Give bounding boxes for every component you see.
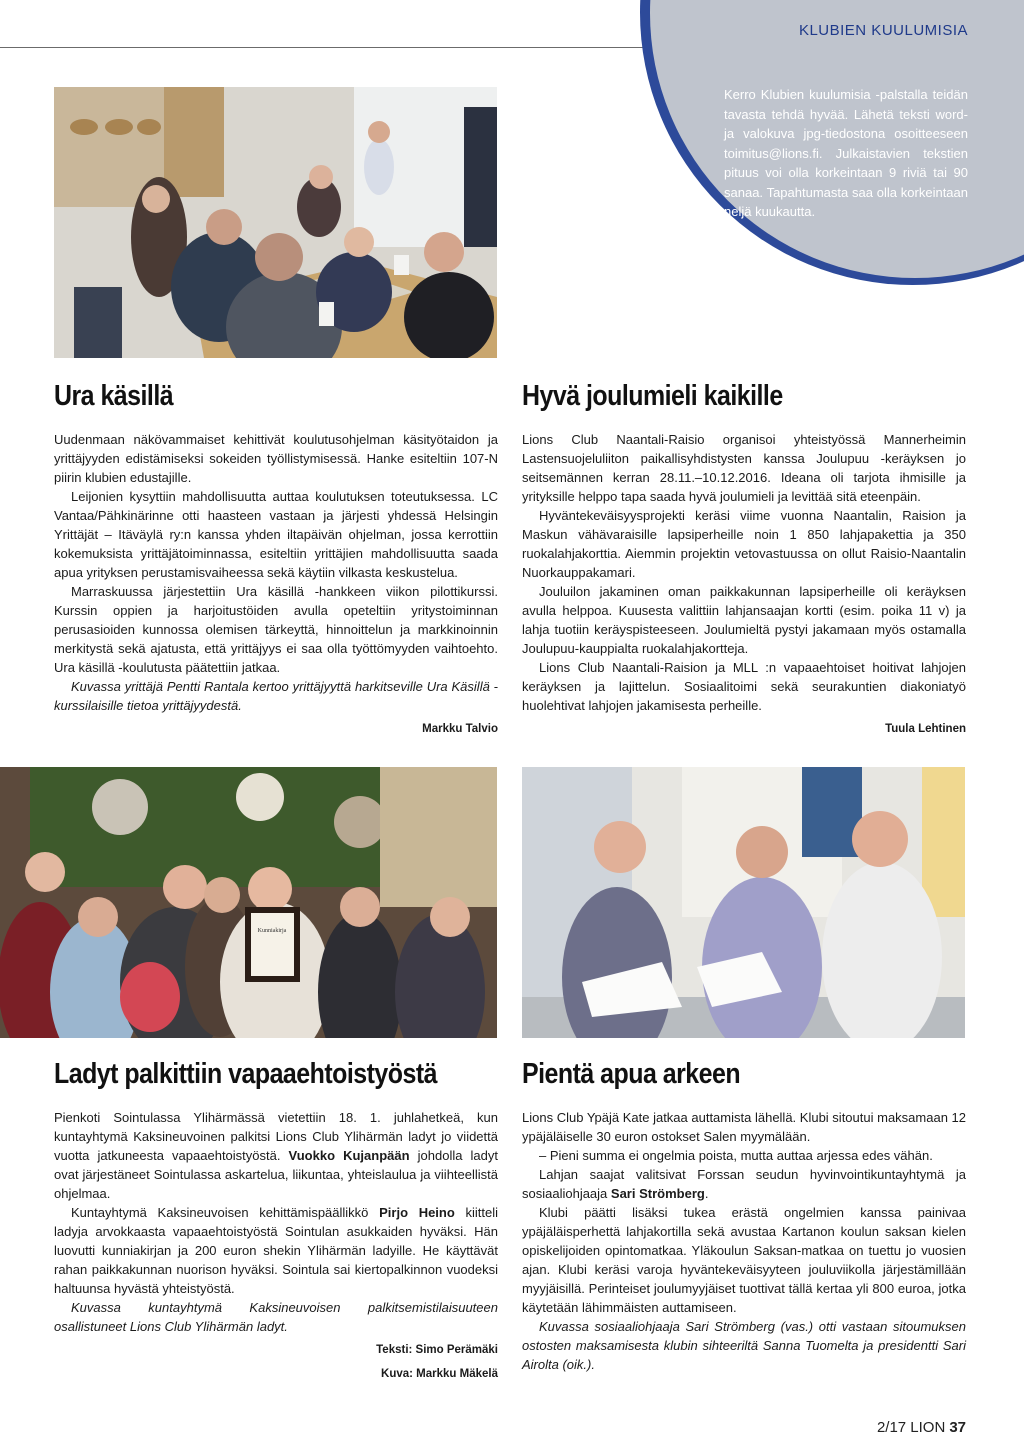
- paragraph: – Pieni summa ei ongelmia poista, mutta auttaa arjessa edes vähän.: [539, 1148, 933, 1163]
- photo-caption: Kuvassa yrittäjä Pentti Rantala kertoo yrittäjyyttä harkitseville Ura Käsillä -kurssilaisille tietoa yrittäjyydestä.: [54, 679, 498, 713]
- photo-caption: Kuvassa sosiaaliohjaaja Sari Strömberg (vas.) otti vastaan sitoumuksen ostosten maksamisesta klubin sihteeriltä Sanna Tuomelta ja presidentti Sari Airolta (oik.).: [522, 1319, 966, 1372]
- issue-label: 2/17 LION: [876, 1419, 946, 1436]
- article-hyva-joulumieli: [522, 430, 966, 739]
- intro-text: Kerro Klubien kuulumisia -palstalla teidän tavasta tehdä hyvää. Lähetä teksti word- ja valokuva jpg-tiedostona osoitteeseen toimitus@lions.fi. Julkaistavien tekstien pituus voi olla korkeintaan 9 riviä tai 90 sanaa. Tapahtumasta saa olla korkeintaan neljä kuukautta.: [724, 87, 968, 219]
- page-number: 37: [949, 1419, 966, 1436]
- headline-ura-kasilla: Ura käsillä: [54, 380, 174, 412]
- credit-text: Teksti: Simo Perämäki: [376, 1344, 498, 1356]
- paragraph: Kuntayhtymä Kaksineuvoisen kehittämispäällikkö Pirjo Heino kiitteli ladyja arvokkaasta vapaaehtoistyöstä Sointulan asukkaiden hyväksi. Hän luovutti kunniakirjan ja 200 euron shekin Ylihärmän ladyille. He käyttävät rahan paikkakunnan nuorison hyväksi. Sointula sai kiertopalkinnon vuodeksi haltuunsa hyvästä yhteistyöstä.: [54, 1205, 499, 1296]
- credit-photo: Kuva: Markku Mäkelä: [381, 1368, 498, 1380]
- photo-caption: Kuvassa kuntayhtymä Kaksineuvoisen palkitsemistilaisuuteen osallistuneet Lions Club Ylihärmän ladyt.: [54, 1300, 498, 1334]
- paragraph: Lions Club Naantali-Raisio organisoi yhteistyössä Mannerheimin Lastensuojeluliiton paikallisyhdistysten kanssa Joulupuu -keräyksen jo seitsemännen kerran 28.11.–10.12.2016. Ideana oli tarjota ihmisille ja yrityksille helppo tapa saada hyvä joulumieli ja levittää sitä eteenpäin.: [522, 432, 966, 504]
- paragraph: Marraskuussa järjestettiin Ura käsillä -hankkeen viikon pilottikurssi. Kurssin oppien ja harjoitustöiden avulla opeteltiin yritystoiminnan perusasioiden kunnossa olemisen tärkeyttä, hinnoittelun ja markkinoinnin merkitystä sekä ajatusta, että yrittäjyys ei saa olla työttömyyden vaihtoehto. Ura käsillä -koulutusta päätettiin jatkaa.: [54, 584, 498, 675]
- page-footer: [877, 1419, 966, 1436]
- paragraph: Lahjan saajat valitsivat Forssan seudun hyvinvointikuntayhtymä ja sosiaaliohjaaja Sari Strömberg.: [522, 1167, 966, 1201]
- author: Markku Talvio: [422, 723, 498, 735]
- paragraph: Pienkoti Sointulassa Ylihärmässä vietettiin 18. 1. juhlahetkeä, kun kuntayhtymä Kaksineuvoinen palkitsi Lions Club Ylihärmän ladyt jo viidettä vuotta jatkuneesta vapaaehtoistyöstä. Vuokko Kujanpään johdolla ladyt ovat järjestäneet Sointulassa askartelua, liikuntaa, yhteislaulua ja viihteellistä ohjelmaa.: [54, 1110, 498, 1201]
- article-pienta-apua: [522, 1108, 966, 1374]
- photo-ladies-group: [0, 767, 497, 1038]
- paragraph: Jouluilon jakaminen oman paikkakunnan lapsiperheille oli keräyksen avulla helppoa. Kuusesta valittiin lahjansaajan kortti (esim. poika 11 v) ja lahja tuotiin keräyspisteeseen. Joulumieltä pystyi jakamaan myös ostamalla Joulupuu-kauppialta ruokalahjakortteja.: [522, 584, 966, 656]
- section-label: KLUBIEN KUULUMISIA: [798, 22, 968, 39]
- photo-three-women: [522, 767, 965, 1038]
- paragraph: Uudenmaan näkövammaiset kehittivät koulutusohjelman käsityötaidon ja yrittäjyyden edistämiseksi sokeiden työllistymisessä. Hanke esiteltiin 107-N piirin klubien edustajille.: [54, 432, 498, 485]
- paragraph: Hyväntekeväisyysprojekti keräsi viime vuonna Naantalin, Raision ja Maskun vähävaraisille lapsiperheille noin 1 850 lahjapakettia ja 350 ruokalahjakorttia. Aiemmin projektin vetovastuussa on ollut Raisio-Naantalin Nuorkauppakamari.: [522, 508, 966, 580]
- photo-meeting: [54, 87, 497, 358]
- headline-pienta-apua: Pientä apua arkeen: [522, 1058, 741, 1090]
- paragraph: Lions Club Naantali-Raision ja MLL :n vapaaehtoiset hoitivat lahjojen keräyksen ja lajittelun. Sosiaalitoimi sekä seurakuntien diakoniatyö huolehtivat lahjojen jakamisesta perheille.: [522, 660, 966, 713]
- author: Tuula Lehtinen: [885, 723, 966, 735]
- headline-ladyt-palkittiin: Ladyt palkittiin vapaaehtoistyöstä: [54, 1058, 437, 1090]
- paragraph: Leijonien kysyttiin mahdollisuutta auttaa koulutuksen toteutuksessa. LC Vantaa/Pähkinärinne otti haasteen vastaan ja järjesti yhdessä Helsingin Yrittäjät – Itäväylä ry:n kanssa yhden iltapäivän ohjelman, jossa kerrottiin kokemuksista yrittäjätoiminnassa, esiteltiin yrittäjien mahdollisuutta saada apua yrityksen perustamisvaiheessa sekä käytiin vilkasta keskustelua.: [54, 489, 498, 580]
- paragraph: Klubi päätti lisäksi tukea erästä ongelmien kanssa painivaa ypäjäläisperhettä lahjakortilla sekä avustaa Kartanon koulun saksan kielen opiskelijoiden opintomatkaa. Yläkoulun Saksan-matkaa on tuettu jo vuosien ajan. Klubi keräsi varoja hyväntekeväisyyteen jouluviikolla järjestämillään myyjäisillä. Perinteiset joulumyyjäiset tuottivat tällä kertaa yli 800 euroa, jotka käytetään lähimmäisten auttamiseen.: [522, 1205, 966, 1315]
- headline-hyva-joulumieli: Hyvä joulumieli kaikille: [522, 380, 783, 412]
- paragraph: Lions Club Ypäjä Kate jatkaa auttamista lähellä. Klubi sitoutui maksamaan 12 ypäjäläiselle 30 euron ostokset Salen myymälään.: [522, 1110, 966, 1144]
- article-ladyt-palkittiin: [54, 1108, 498, 1384]
- certificate-title: Kunniakirja: [257, 928, 287, 934]
- article-ura-kasilla: [54, 430, 498, 739]
